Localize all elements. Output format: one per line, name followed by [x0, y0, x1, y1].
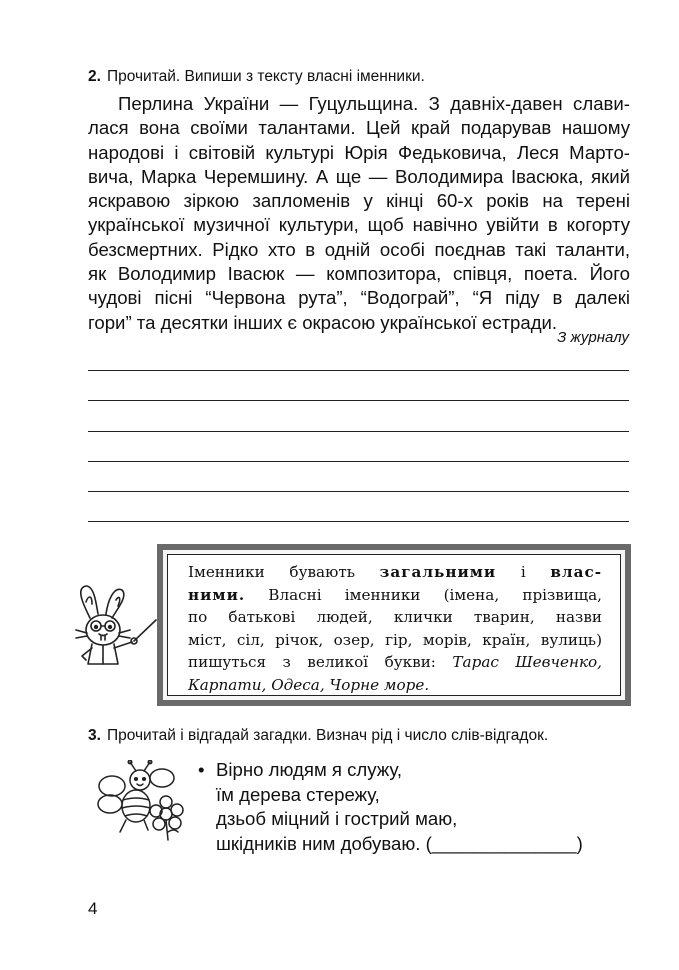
- riddle-line: Вірно людям я служу,: [216, 759, 403, 780]
- answer-line[interactable]: [88, 491, 629, 492]
- riddle-line: шкідників ним добуваю. (______________): [216, 832, 583, 854]
- answer-line[interactable]: [88, 370, 629, 371]
- answer-line[interactable]: [88, 400, 629, 401]
- riddle-line: їм дерева стережу,: [216, 783, 380, 805]
- rule-line: [188, 561, 602, 584]
- bee-flower-illustration: [96, 760, 188, 842]
- answer-line[interactable]: [88, 461, 629, 462]
- text-line: лася вона своїми талантами. Цей край подарував нашому: [88, 117, 630, 139]
- answer-line[interactable]: [88, 521, 629, 522]
- riddle: [198, 758, 583, 856]
- rule-example: Тарас Шевченко,: [452, 653, 602, 672]
- task-3-instruction: Прочитай і відгадай загадки. Визнач рід і число слів-відгадок.: [106, 727, 549, 744]
- riddle-line: дзьоб міцний і гострий маю,: [216, 808, 458, 830]
- text-line: вича, Марка Черемшину. А ще — Володимира Івасюка, який: [88, 165, 630, 187]
- bullet-icon: •: [198, 759, 205, 780]
- rule-text-fragment: Іменники бувають: [188, 563, 380, 581]
- rabbit-teacher-illustration: [68, 578, 160, 670]
- rule-line: [188, 651, 602, 674]
- text-source: З журналу: [557, 329, 629, 346]
- rule-term-proper: влас-: [550, 563, 602, 581]
- rule-line: по батькові людей, клички тварин, назви: [188, 608, 602, 627]
- text-line: яскравою зіркою запломенів у кінці 60-х років на терені: [88, 190, 630, 212]
- text-line: гори” та десятки інших є окрасою української естради.: [88, 311, 558, 333]
- answer-line[interactable]: [88, 431, 629, 432]
- text-line: безсмертних. Рідко хто в одній особі поєднав такі таланти,: [88, 238, 630, 260]
- page-number: 4: [88, 899, 98, 918]
- task-2-heading: [88, 68, 425, 86]
- text-line: як Володимир Івасюк — композитора, співця, поета. Його: [88, 263, 630, 285]
- text-line: Перлина України — Гуцульщина. З давніх-давен слави-: [118, 93, 630, 114]
- rule-line: міст, сіл, річок, озер, гір, морів, країн, вулиць): [188, 630, 602, 649]
- rule-text: [188, 561, 602, 697]
- rule-term-common: загальними: [379, 563, 497, 581]
- task-2-instruction: Прочитай. Випиши з тексту власні іменники.: [106, 68, 425, 85]
- text-line: чудові пісні “Червона рута”, “Водограй”, “Я піду в далекі: [88, 287, 630, 309]
- rule-text-fragment: пишуться з великої букви:: [188, 653, 453, 672]
- rule-line: [188, 584, 602, 607]
- rule-text-fragment: Власні іменники (імена, прізвища,: [245, 585, 602, 604]
- text-line: української музичної культури, щоб навічно увійти в когорту: [88, 214, 630, 236]
- rule-example: Карпати, Одеса, Чорне море.: [188, 675, 430, 694]
- task-3-heading: [88, 727, 548, 745]
- text-line: народові і світовій культурі Юрія Федьковича, Леся Марто-: [88, 141, 630, 163]
- rule-text-fragment: і: [496, 563, 551, 581]
- task-3-number: 3.: [88, 727, 101, 744]
- task-2-number: 2.: [88, 68, 101, 85]
- rule-term-proper-end: ними.: [188, 585, 246, 604]
- reading-text: [88, 92, 630, 335]
